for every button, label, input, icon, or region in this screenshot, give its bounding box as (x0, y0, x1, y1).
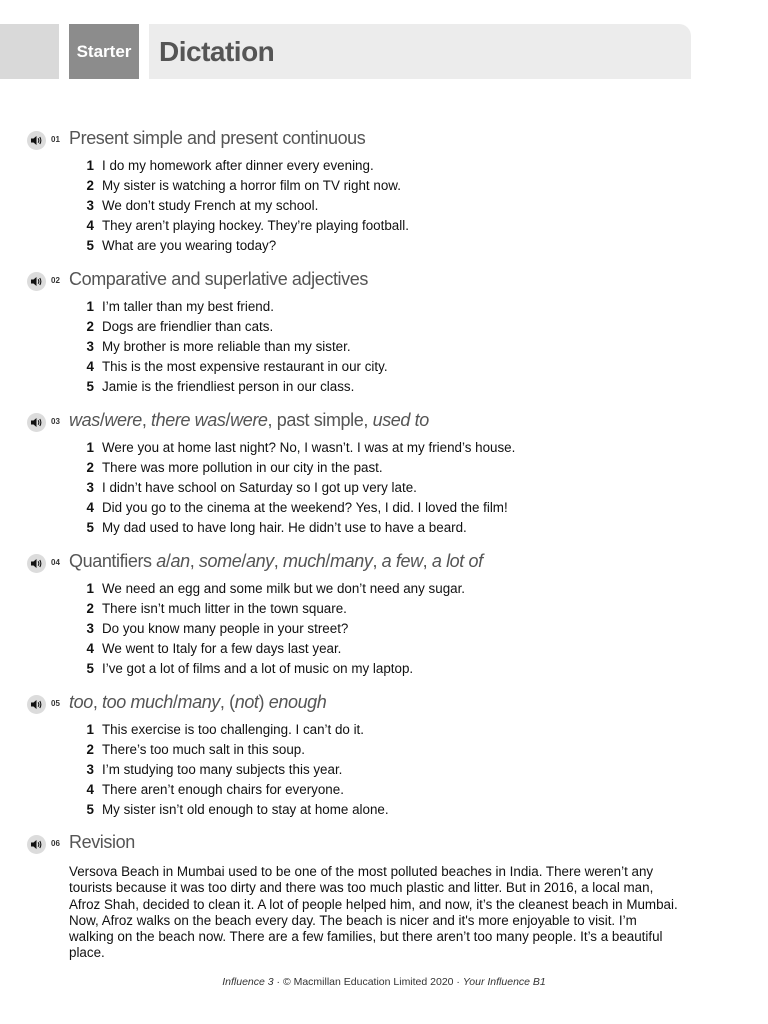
item-text: They aren’t playing hockey. They’re playing football. (102, 218, 409, 233)
list-item (0, 438, 768, 458)
section-title: Revision (69, 832, 135, 852)
section-title-part: there was (151, 410, 226, 430)
section-title-part: / (241, 551, 246, 571)
list-item (0, 619, 768, 639)
track-number: 06 (51, 839, 60, 848)
sentence-list (0, 720, 768, 820)
footer-copyright: · © Macmillan Education Limited 2020 · (273, 976, 463, 988)
list-item (0, 498, 768, 518)
section-title-part: , (92, 692, 103, 712)
section-title-part: a (156, 551, 166, 571)
section-title-part: / (172, 692, 178, 712)
item-text: My dad used to have long hair. He didn’t use to have a beard. (102, 520, 467, 535)
list-item (0, 760, 768, 780)
section-heading (0, 410, 768, 436)
section-title-part: too (69, 692, 93, 712)
item-number: 3 (86, 339, 94, 354)
revision-paragraph: Versova Beach in Mumbai used to be one of the most polluted beaches in India. There weren’t any tourists because it was too dirty and there was too much plastic and litter. But in 2016, a local man, Afroz Shah, decided to clean it. A lot of people helped him, and now, it’s the cleanest beach in Mumbai. Now, Afroz walks on the beach every day. The beach is nicer and it's more enjoyable to visit. I’m walking on the beach now. There are a few families, but there aren’t too many people. It’s a beautiful place. (69, 864, 678, 961)
item-number: 5 (86, 802, 94, 817)
section-title (69, 269, 368, 290)
list-item (0, 236, 768, 256)
track-number: 03 (51, 417, 60, 426)
item-number: 1 (86, 581, 94, 596)
section-title (69, 410, 429, 431)
item-number: 3 (86, 762, 94, 777)
footer (0, 976, 768, 988)
section-title-part: Present simple and present continuous (69, 128, 366, 148)
item-number: 5 (86, 379, 94, 394)
item-number: 2 (86, 460, 94, 475)
item-text: My brother is more reliable than my sister. (102, 339, 351, 354)
item-text: I’m studying too many subjects this year. (102, 762, 343, 777)
section-title-part: / (165, 551, 171, 571)
section-title-part: too much (102, 692, 173, 712)
track-number: 02 (51, 276, 60, 285)
item-text: I’m taller than my best friend. (102, 299, 274, 314)
list-item (0, 659, 768, 679)
item-text: We went to Italy for a few days last year. (102, 641, 342, 656)
section-title-part: a few (381, 551, 423, 571)
item-text: I didn’t have school on Saturday so I got up very late. (102, 480, 417, 495)
item-text: There aren’t enough chairs for everyone. (102, 782, 344, 797)
section-title-part: / (99, 410, 105, 430)
dictation-section (0, 551, 768, 679)
item-text: Do you know many people in your street? (102, 621, 349, 636)
sentence-list (0, 438, 768, 538)
item-number: 1 (86, 158, 94, 173)
sentence-list (0, 156, 768, 256)
section-title-part: / (325, 551, 331, 571)
title-bar (149, 24, 691, 79)
section-title-part: , past simple, (267, 410, 373, 430)
list-item (0, 780, 768, 800)
item-number: 5 (86, 661, 94, 676)
list-item (0, 639, 768, 659)
sentence-list (0, 297, 768, 397)
speaker-audio-icon[interactable] (27, 413, 46, 432)
sentence-list (0, 579, 768, 679)
footer-level: Your Influence B1 (462, 976, 546, 988)
item-number: 3 (86, 198, 94, 213)
section-heading (0, 832, 768, 858)
track-number: 01 (51, 135, 60, 144)
section-title-part: used to (372, 410, 429, 430)
item-number: 1 (86, 440, 94, 455)
section-title-part: , (273, 551, 283, 571)
item-text: There isn’t much litter in the town square. (102, 601, 347, 616)
list-item (0, 377, 768, 397)
list-item (0, 518, 768, 538)
section-title-part: , (141, 410, 152, 430)
item-number: 4 (86, 500, 94, 515)
section-title (69, 128, 365, 149)
item-text: What are you wearing today? (102, 238, 277, 253)
item-number: 2 (86, 742, 94, 757)
list-item (0, 599, 768, 619)
item-text: There was more pollution in our city in the past. (102, 460, 383, 475)
item-number: 1 (86, 299, 94, 314)
list-item (0, 478, 768, 498)
section-title-part: enough (268, 692, 327, 712)
list-item (0, 458, 768, 478)
item-number: 2 (86, 319, 94, 334)
section-heading (0, 551, 768, 577)
section-title-part: Quantifiers (69, 551, 157, 571)
list-item (0, 317, 768, 337)
item-text: This is the most expensive restaurant in our city. (102, 359, 388, 374)
speaker-audio-icon[interactable] (27, 272, 46, 291)
item-number: 3 (86, 621, 94, 636)
list-item (0, 357, 768, 377)
list-item (0, 176, 768, 196)
list-item (0, 216, 768, 236)
item-number: 4 (86, 782, 94, 797)
section-title-part: , (372, 551, 382, 571)
page-title: Dictation (159, 35, 275, 67)
section-heading (0, 128, 768, 154)
item-text: I’ve got a lot of films and a lot of music on my laptop. (102, 661, 414, 676)
list-item (0, 800, 768, 820)
unit-label: Starter (69, 24, 139, 79)
dictation-section (0, 692, 768, 820)
list-item (0, 156, 768, 176)
section-title-part: , ( (219, 692, 235, 712)
dictation-section (0, 128, 768, 256)
item-number: 1 (86, 722, 94, 737)
section-title-part: were (104, 410, 142, 430)
footer-book: Influence 3 (222, 976, 274, 988)
list-item (0, 579, 768, 599)
item-number: 4 (86, 641, 94, 656)
section-heading (0, 692, 768, 718)
item-text: Did you go to the cinema at the weekend? Yes, I did. I loved the film! (102, 500, 508, 515)
list-item (0, 297, 768, 317)
section-title (69, 692, 326, 713)
dictation-section (0, 410, 768, 538)
item-number: 2 (86, 601, 94, 616)
item-text: Dogs are friendlier than cats. (102, 319, 274, 334)
list-item (0, 337, 768, 357)
section-title-part: / (225, 410, 231, 430)
speaker-audio-icon[interactable] (27, 554, 46, 573)
list-item (0, 196, 768, 216)
speaker-audio-icon[interactable] (27, 835, 46, 854)
item-text: This exercise is too challenging. I can’t do it. (102, 722, 364, 737)
item-text: My sister isn’t old enough to stay at home alone. (102, 802, 389, 817)
item-text: I do my homework after dinner every evening. (102, 158, 374, 173)
revision-section (0, 832, 768, 961)
section-title-part: some (198, 551, 242, 571)
section-heading (0, 269, 768, 295)
item-number: 2 (86, 178, 94, 193)
track-number: 04 (51, 558, 60, 567)
header-side-tab (0, 24, 59, 79)
section-title-part: , (189, 551, 199, 571)
item-text: Were you at home last night? No, I wasn’t. I was at my friend’s house. (102, 440, 516, 455)
section-title-part: many (330, 551, 373, 571)
section-title-part: was (69, 410, 100, 430)
item-text: We don’t study French at my school. (102, 198, 319, 213)
track-number: 05 (51, 699, 60, 708)
item-number: 4 (86, 359, 94, 374)
section-title-part: any (245, 551, 274, 571)
item-number: 3 (86, 480, 94, 495)
item-text: We need an egg and some milk but we don’t need any sugar. (102, 581, 466, 596)
section-title-part: were (230, 410, 268, 430)
speaker-audio-icon[interactable] (27, 131, 46, 150)
item-number: 5 (86, 238, 94, 253)
section-title-part: many (177, 692, 220, 712)
section-title-part: an (170, 551, 190, 571)
section-title-part: ) (258, 692, 269, 712)
section-title-part: not (234, 692, 259, 712)
section-title-part: Comparative and superlative adjectives (69, 269, 368, 289)
dictation-section (0, 269, 768, 397)
item-number: 5 (86, 520, 94, 535)
section-title-part: a lot of (431, 551, 483, 571)
list-item (0, 720, 768, 740)
item-text: There’s too much salt in this soup. (102, 742, 305, 757)
section-title (69, 551, 483, 572)
item-text: My sister is watching a horror film on TV right now. (102, 178, 401, 193)
item-number: 4 (86, 218, 94, 233)
section-title-part: much (282, 551, 326, 571)
list-item (0, 740, 768, 760)
section-title-part: , (422, 551, 432, 571)
speaker-audio-icon[interactable] (27, 695, 46, 714)
item-text: Jamie is the friendliest person in our class. (102, 379, 355, 394)
